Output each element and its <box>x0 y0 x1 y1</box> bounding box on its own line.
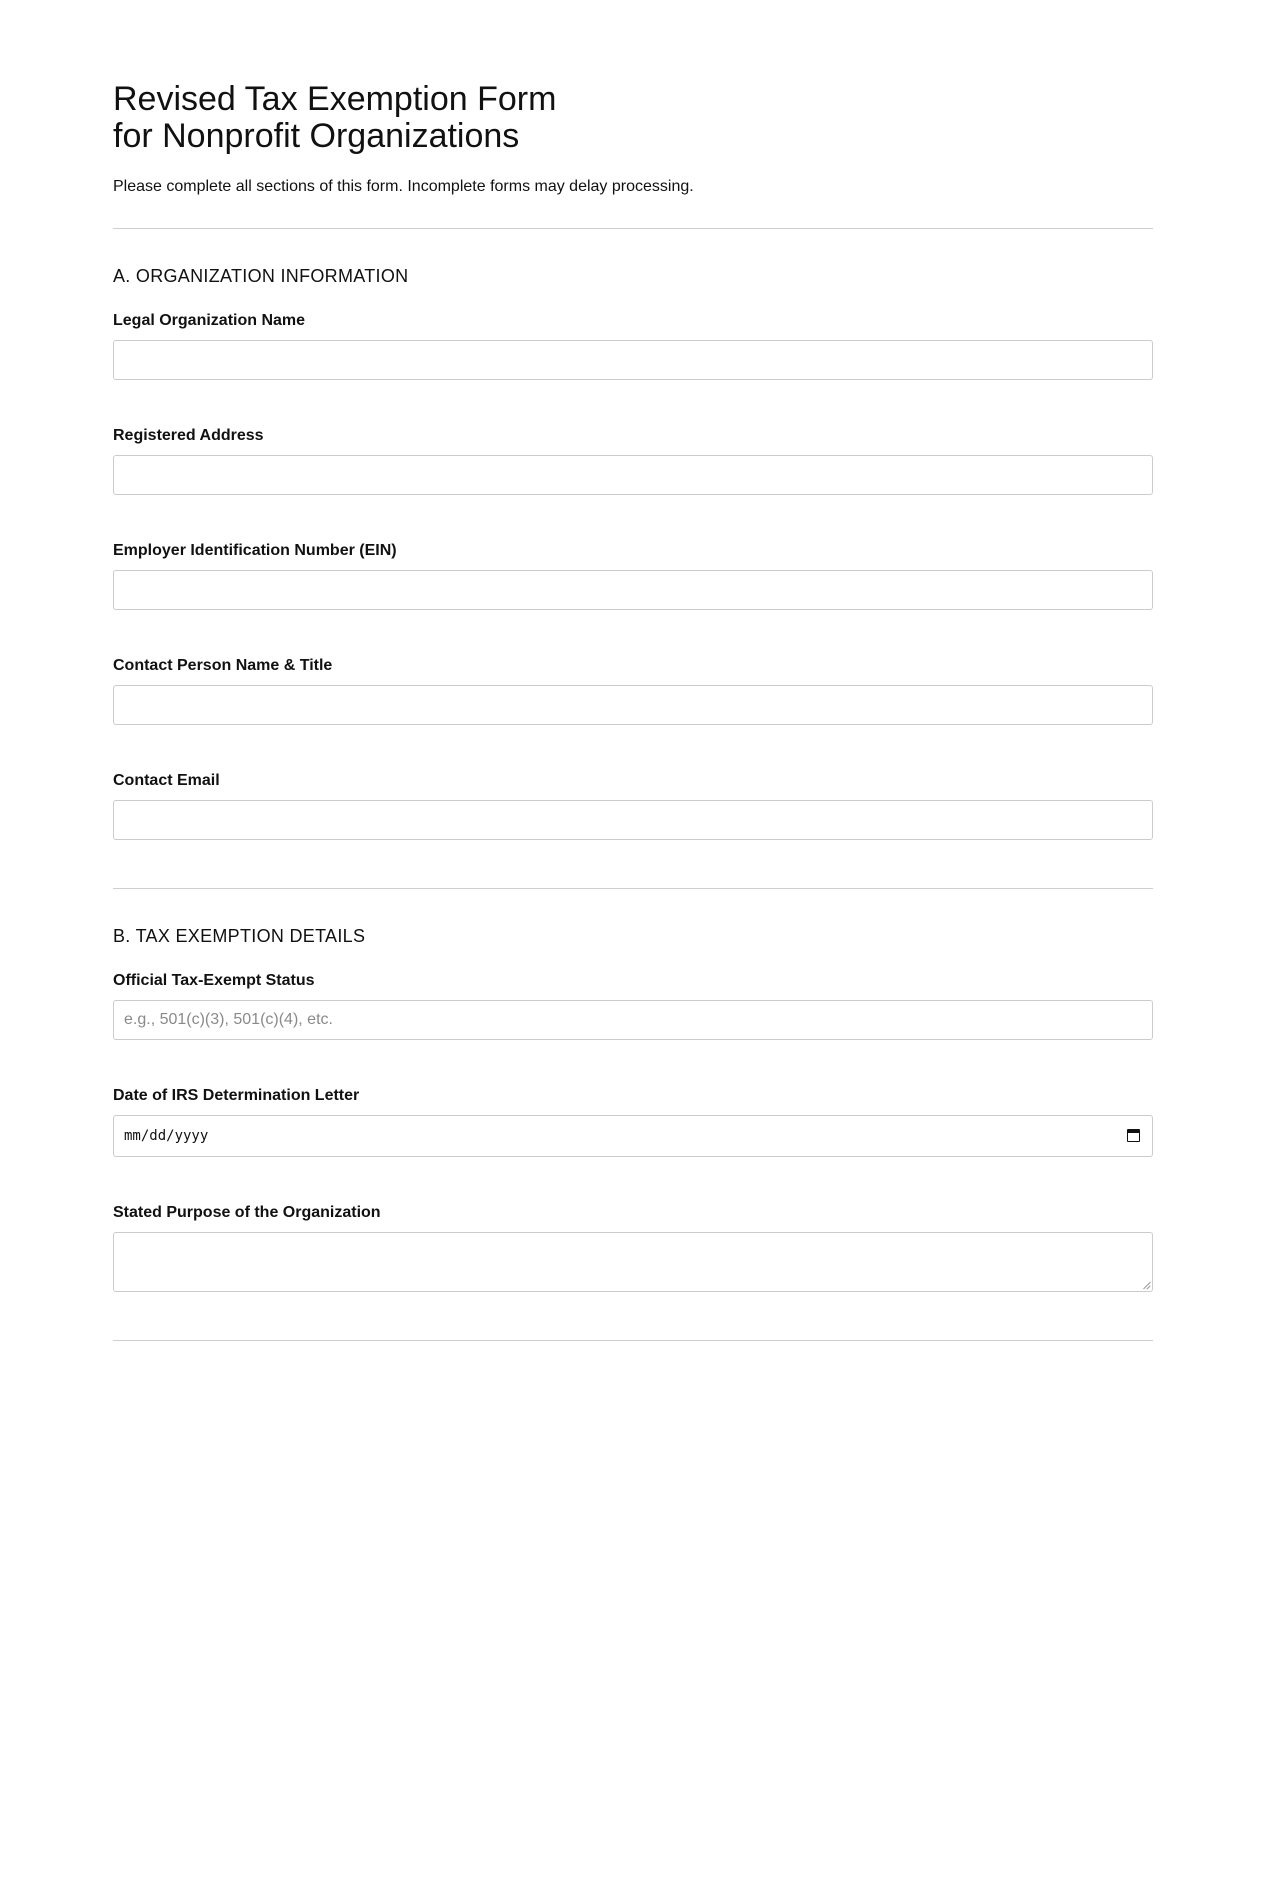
tax-exemption-form-page <box>113 0 1153 1341</box>
contact-email-label: Contact Email <box>113 772 220 789</box>
irs-determination-date-label: Date of IRS Determination Letter <box>113 1087 360 1104</box>
form-instructions: Please complete all sections of this form. Incomplete forms may delay processing. <box>113 178 694 195</box>
contact-email-input[interactable] <box>113 800 1153 840</box>
field-contact-person <box>113 656 1153 725</box>
contact-person-label: Contact Person Name & Title <box>113 657 333 674</box>
field-stated-purpose <box>113 1203 1153 1292</box>
ein-label: Employer Identification Number (EIN) <box>113 542 397 559</box>
registered-address-input[interactable] <box>113 455 1153 495</box>
section-organization-information <box>113 265 1153 840</box>
legal-organization-name-input[interactable] <box>113 340 1153 380</box>
section-a-heading: A. ORGANIZATION INFORMATION <box>113 266 409 286</box>
field-contact-email <box>113 771 1153 840</box>
field-tax-exempt-status <box>113 971 1153 1040</box>
section-tax-exemption-details <box>113 925 1153 1292</box>
field-irs-determination-date <box>113 1086 1153 1157</box>
field-registered-address <box>113 426 1153 495</box>
registered-address-label: Registered Address <box>113 427 264 444</box>
resize-handle-icon[interactable] <box>1142 1281 1150 1289</box>
page-title-line-1: Revised Tax Exemption Form <box>113 80 557 118</box>
legal-organization-name-label: Legal Organization Name <box>113 312 306 329</box>
page-title <box>113 0 1153 155</box>
page-title-line-2: for Nonprofit Organizations <box>113 117 520 155</box>
section-divider <box>113 888 1153 889</box>
stated-purpose-label: Stated Purpose of the Organization <box>113 1204 381 1221</box>
date-format-text[interactable]: mm/dd/yyyy <box>124 1128 209 1144</box>
field-ein <box>113 541 1153 610</box>
ein-input[interactable] <box>113 570 1153 610</box>
calendar-icon[interactable] <box>1127 1129 1140 1142</box>
header-divider <box>113 228 1153 229</box>
stated-purpose-textarea[interactable] <box>113 1232 1153 1292</box>
tax-exempt-status-input[interactable] <box>113 1000 1153 1040</box>
tax-exempt-status-label: Official Tax-Exempt Status <box>113 972 315 989</box>
section-b-heading: B. TAX EXEMPTION DETAILS <box>113 926 366 946</box>
contact-person-input[interactable] <box>113 685 1153 725</box>
footer-divider <box>113 1340 1153 1341</box>
irs-determination-date-input[interactable] <box>113 1115 1153 1157</box>
field-legal-organization-name <box>113 311 1153 380</box>
